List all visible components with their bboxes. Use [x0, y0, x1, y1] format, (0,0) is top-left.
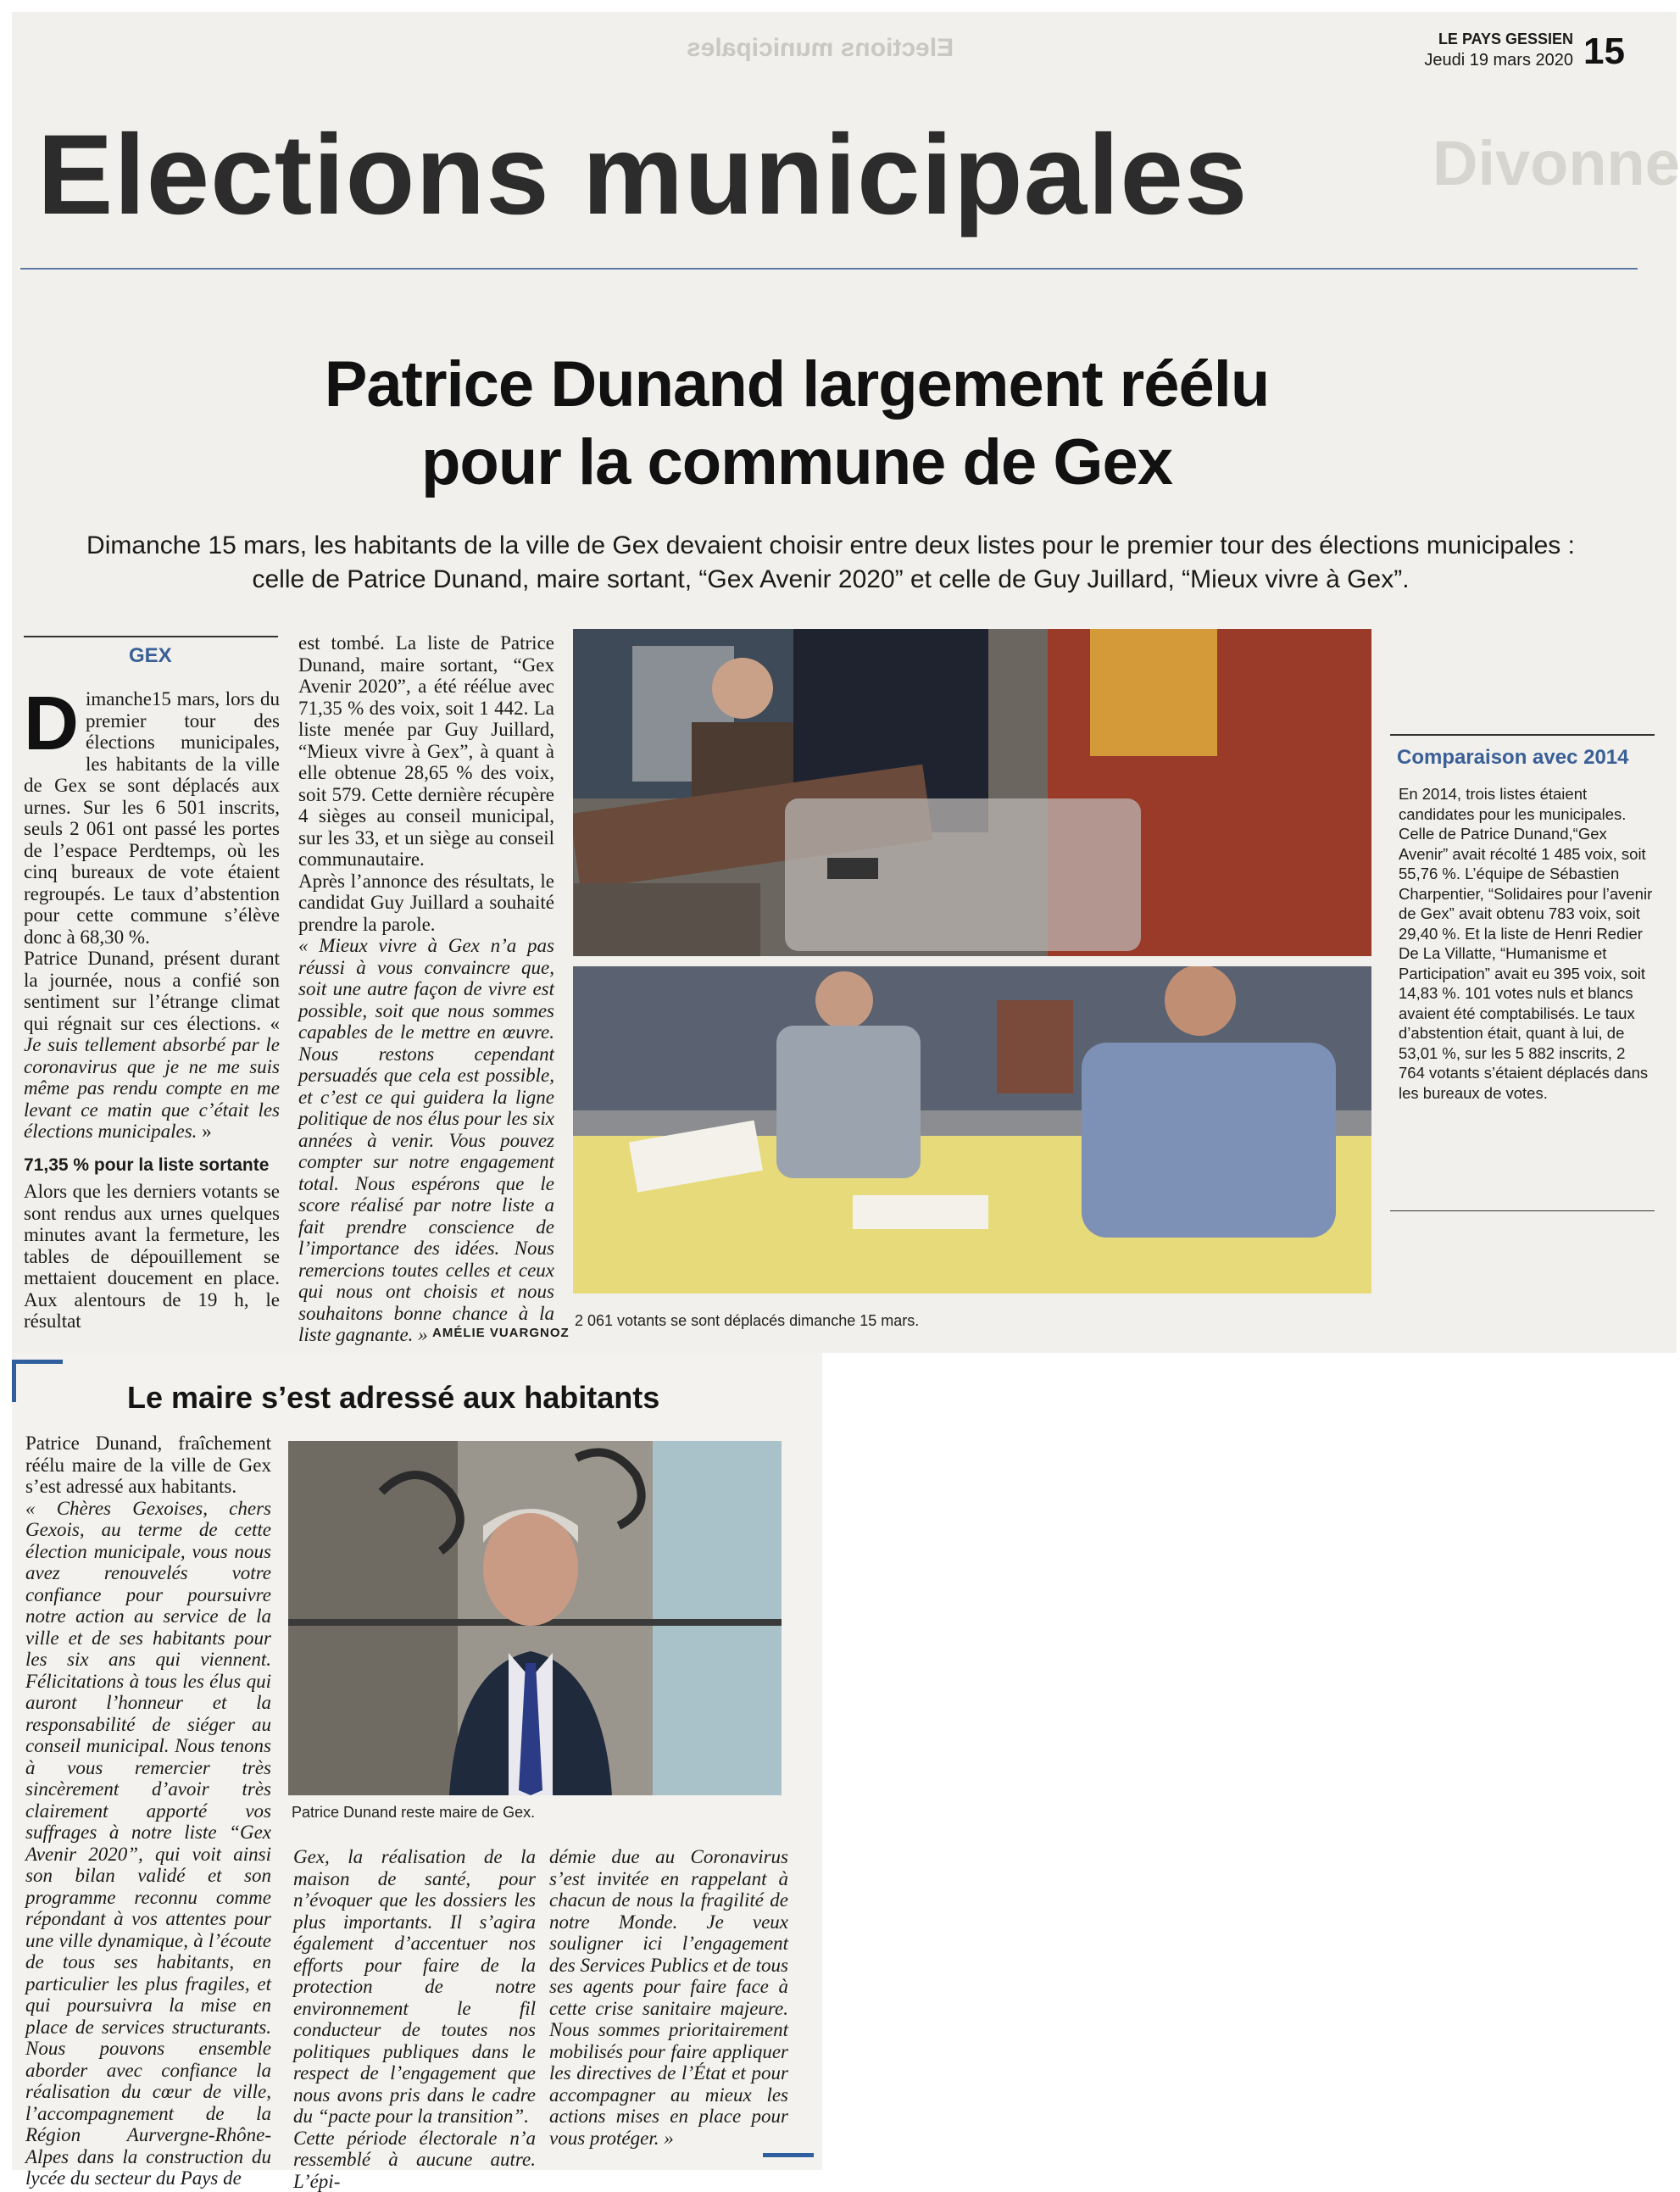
article-paragraph-4: est tombé. La liste de Patrice Dunand, maire sortant, “Gex Avenir 2020”, a été réélue avec 71,35 % des voix, soit 1 442. La liste menée par Guy Juillard, “Mieux vivre à Gex”, à quant à elle obtenue 28,65 % des voix, soit 579. Cette dernière récupère 4 sièges au conseil municipal, sur les 33, et un siège au conseil communautaire.: [298, 632, 554, 870]
challenger-quote: « Mieux vivre à Gex n’a pas réussi à vous convaincre que, soit une autre façon de vivre est possible, soit que nous sommes capables de le mettre en œuvre. Nous restons cependant persuadés que cela est possible, et c’est ce qui guidera la ligne politique de nos élus pour les six années à venir. Vous pouvez compter sur notre engagement total. Nous espérons que le score réalisé par notre liste a fait prendre conscience de l’importance des idées. Nous remercions toutes celles et ceux qui nous ont choisis et nous souhaitons bonne chance à la liste gagnante. »: [298, 935, 554, 1345]
newspaper-name: LE PAYS GESSIEN: [1438, 31, 1573, 47]
mayor-speech-part-2: Gex, la réalisation de la maison de santé, pour n’évoquer que les dossiers les plus importants. Il s’agira également d’accentuer nos efforts pour faire de la protection de notre environnement le fil conducteur de toutes nos politiques publiques dans le respect de l’engagement que nous avons pris dans le cadre du “pacte pour la transition”.: [293, 1846, 536, 2127]
mayor-speech-part-3: démie due au Coronavirus s’est invitée en rappelant à chacun de nous la fragilité de notre Monde. Je veux souligner ici l’engagement des Services Publics et de tous ses agents pour faire face à cette crise sanitaire majeure. Nous sommes prioritairement mobilisés pour faire appliquer les directives de l’État et pour accompagner au mieux les actions mises en place pour vous protéger. »: [549, 1846, 788, 2149]
mayor-column-1: [25, 1433, 271, 2189]
corner-mark-top: [12, 1360, 63, 1364]
page-number: 15: [1583, 31, 1625, 72]
article-column-2: [298, 632, 554, 1346]
standfirst-line-2: celle de Patrice Dunand, maire sortant, “Gex Avenir 2020” et celle de Guy Juillard, “Mieux vivre à Gex”.: [252, 565, 1410, 593]
mayor-column-3: [549, 1846, 788, 2149]
sidebar-title: Comparaison avec 2014: [1397, 746, 1629, 769]
photo-vote-counting: [573, 966, 1371, 1294]
mayor-article-title: Le maire s’est adressé aux habitants: [127, 1380, 660, 1415]
vote-counting-scene: [573, 966, 1371, 1294]
mayor-quote-1: Je suis tellement absorbé par le coronavirus que je ne me suis même pas rendu compte en me levant ce matin que c’était les élections municipales.: [24, 1034, 280, 1142]
photo-caption-counting: 2 061 votants se sont déplacés dimanche 15 mars.: [575, 1312, 920, 1329]
headline-line-1: Patrice Dunand largement réélu: [324, 348, 1270, 420]
issue-date: Jeudi 19 mars 2020: [1424, 51, 1573, 70]
photo-mayor: [288, 1441, 782, 1795]
sidebar-bottom-rule: [1390, 1210, 1655, 1211]
byline: AMÉLIE VUARGNOZ: [432, 1326, 570, 1340]
article-paragraph-2: Patrice Dunand, présent durant la journée, nous a confié son sentiment sur l’étrange climat qui régnait sur ces élections. «: [24, 948, 280, 1034]
mayor-speech-part-1: « Chères Gexoises, chers Gexois, au terme de cette élection municipale, vous nous avez renouvelés votre confiance pour poursuivre notre action au service de la ville et de ses habitants pour les six ans qui viennent. Félicitations à tous les élus qui auront l’honneur et la responsabilité de siéger au conseil municipal. Nous tenons à vous remercier très sincèrement d’avoir très clairement apporté vos suffrages à notre liste “Gex Avenir 2020”, qui voit ainsi son bilan validé et son programme reconnu comme répondant à vos attentes pour une ville dynamique, à l’écoute de tous ses habitants, en particulier les plus fragiles, et qui poursuivra la mise en place de services structurants. Nous pouvons ensemble aborder avec confiance la réalisation du cœur de ville, l’accompagnement de la Région Aurvergne-Rhône-Alpes dans la construction du lycée du secteur du Pays de: [25, 1497, 271, 2189]
corner-mark-left: [12, 1360, 16, 1402]
intertitle: 71,35 % pour la liste sortante: [24, 1154, 270, 1175]
mayor-portrait: [288, 1441, 782, 1795]
mayor-intro: Patrice Dunand, fraîchement réélu maire de la ville de Gex s’est adressé aux habitants.: [25, 1433, 271, 1497]
bleed-through-word: Divonne: [1432, 128, 1680, 198]
headline: [110, 346, 1483, 502]
section-rubric: Elections municipales: [37, 112, 1249, 238]
article-paragraph-3: Alors que les derniers votants se sont rendus aux urnes quelques minutes avant la fermeture, les tables de dépouillement se mettaient doucement en place. Aux alentours de 19 h, le résultat: [24, 1181, 280, 1332]
standfirst-line-1: Dimanche 15 mars, les habitants de la ville de Gex devaient choisir entre deux listes pour le premier tour des élections municipales :: [86, 531, 1575, 559]
drop-cap: D: [24, 682, 79, 766]
column-top-rule: [24, 636, 278, 637]
ballot-box-scene: [573, 629, 1371, 956]
sidebar-top-rule: [1390, 734, 1655, 736]
corner-mark-bottom: [763, 2153, 814, 2157]
photo-caption-mayor: Patrice Dunand reste maire de Gex.: [292, 1804, 536, 1821]
rubric-rule: [20, 268, 1638, 270]
bleed-through-title: Elections municipales: [687, 34, 954, 62]
article-paragraph-1: imanche15 mars, lors du premier tour des élections municipales, les habitants de la ville de Gex se sont déplacés aux urnes. Sur les 6 501 inscrits, seuls 2 061 ont passé les portes de l’espace Perdtemps, où les cinq bureaux de vote étaient regroupés. Le taux d’abstention pour cette commune s’élève donc à 68,30 %.: [24, 688, 280, 948]
article-paragraph-5: Après l’annonce des résultats, le candidat Guy Juillard a souhaité prendre la parole.: [298, 870, 554, 935]
standfirst: [34, 529, 1627, 597]
article-column-1: [24, 682, 280, 1332]
sidebar-text: En 2014, trois listes étaient candidates pour les municipales. Celle de Patrice Dunand,“Gex Avenir” avait récolté 1 485 voix, soit 55,76 %. L’équipe de Sébastien Charpentier, “Solidaires pour l’avenir de Gex” avait obtenu 783 voix, soit 29,40 %. Et la liste de Henri Redier De La Villatte, “Humanisme et Participation” avait eu 395 voix, soit 14,83 %. 101 votes nuls et blancs avaient été comptabilisés. Le taux d’abstention était, quant à lui, de 53,01 %, sur les 5 882 inscrits, 2 764 votants s’étaient déplacés dans les bureaux de votes.: [1399, 785, 1653, 1102]
mayor-speech-part-2b: Cette période électorale n’a ressemblé à aucune autre. L’épi-: [293, 2127, 536, 2192]
headline-line-2: pour la commune de Gex: [421, 426, 1172, 498]
location-kicker: GEX: [129, 644, 172, 667]
mayor-column-2: [293, 1846, 536, 2192]
quote-close: »: [197, 1121, 212, 1142]
photo-ballot-box: [573, 629, 1371, 956]
